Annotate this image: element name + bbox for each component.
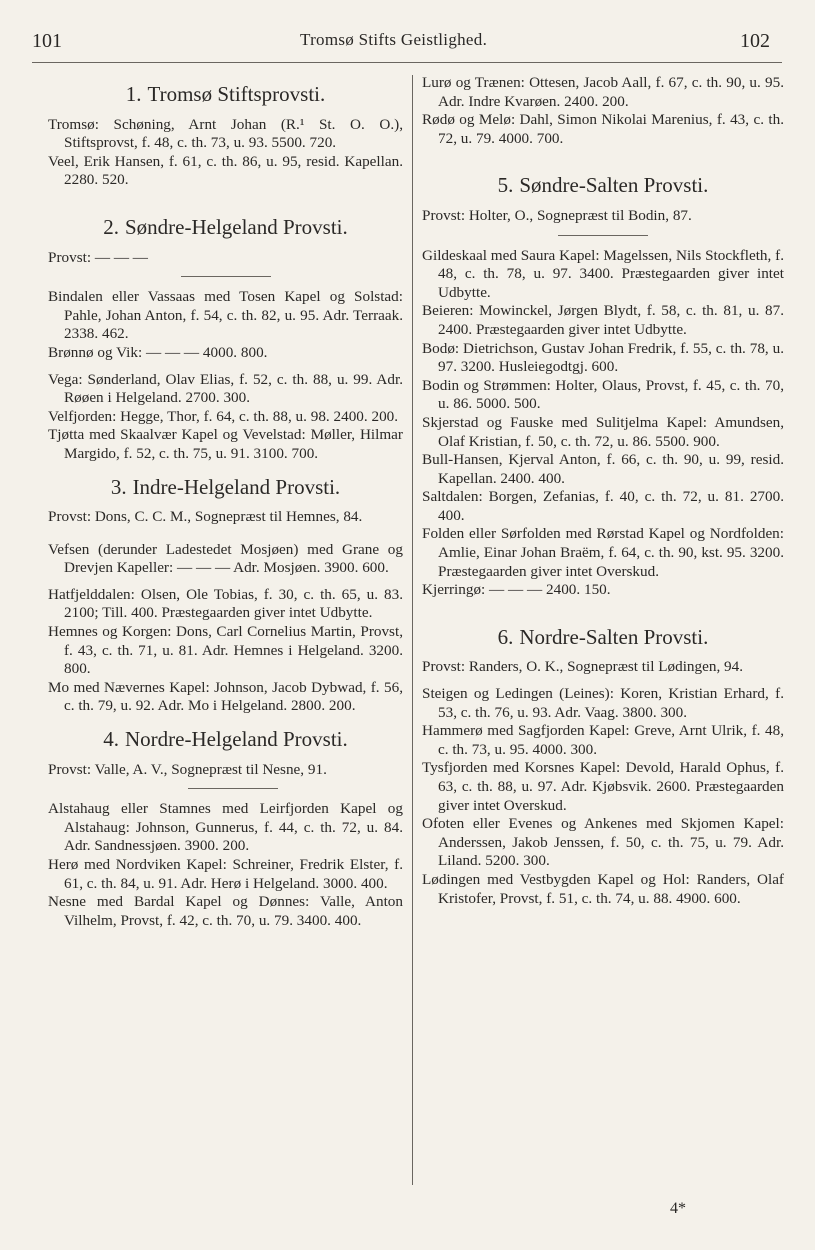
entry: Saltdalen: Borgen, Zefanias, f. 40, c. th. 72, u. 81. 2700. 400. [422, 488, 784, 524]
entry: Beieren: Mowinckel, Jørgen Blydt, f. 58, c. th. 81, u. 87. 2400. Præstegaarden giver intet Udbytte. [422, 302, 784, 338]
entry: Alstahaug eller Stamnes med Leirfjorden Kapel og Alstahaug: Johnson, Gunnerus, f. 44, c. th. 72, u. 84. Adr. Sandnessjøen. 3900. 200. [48, 800, 403, 855]
entry: Vefsen (derunder Ladestedet Mosjøen) med Grane og Drevjen Kapeller: — — — Adr. Mosjøen. 3900. 600. [48, 540, 403, 577]
right-column [422, 74, 784, 908]
provst-line: Provst: Randers, O. K., Sognepræst til Lødingen, 94. [422, 658, 744, 676]
section-1-heading: 1. Tromsø Stiftsprovsti. [125, 82, 326, 106]
left-column [48, 82, 403, 930]
right-page-number: 102 [740, 30, 770, 52]
entry: Vega: Sønderland, Olav Elias, f. 52, c. th. 88, u. 99. Adr. Røøen i Helgeland. 2700. 300. [48, 370, 403, 407]
entry: Hatfjelddalen: Olsen, Ole Tobias, f. 30, c. th. 65, u. 83. 2100; Till. 400. Præstegaarden giver intet Udbytte. [48, 585, 403, 622]
section-rule [558, 235, 648, 236]
entry: Gildeskaal med Saura Kapel: Magelssen, Nils Stockfleth, f. 48, c. th. 78, u. 97. 3400. Præstegaarden giver intet Udbytte. [422, 246, 784, 301]
entry: Tromsø: Schøning, Arnt Johan (R.¹ St. O. O.), Stiftsprovst, f. 48, c. th. 73, u. 93. 5500. 720. [48, 115, 403, 152]
entry: Mo med Nævernes Kapel: Johnson, Jacob Dybwad, f. 56, c. th. 79, u. 92. Adr. Mo i Helgeland. 2800. 200. [48, 678, 403, 715]
entry: Folden eller Sørfolden med Rørstad Kapel og Nordfolden: Amlie, Einar Johan Braëm, f. 64, c. th. 90, kst. 95. 3200. Præstegaarden giver intet Overskud. [422, 525, 784, 580]
entry: Lurø og Trænen: Ottesen, Jacob Aall, f. 67, c. th. 90, u. 95. Adr. Indre Kvarøen. 2400. 200. [422, 74, 784, 110]
entry: Hammerø med Sagfjorden Kapel: Greve, Arnt Ulrik, f. 48, c. th. 73, u. 95. 4000. 300. [422, 722, 784, 758]
entry: Kjerringø: — — — 2400. 150. [422, 581, 611, 599]
entry: Tjøtta med Skaalvær Kapel og Vevelstad: Møller, Hilmar Margido, f. 52, c. th. 75, u. 91. 3100. 700. [48, 426, 403, 462]
entry: Bodø: Dietrichson, Gustav Johan Fredrik, f. 55, c. th. 78, u. 97. 3200. Husleiegodtgj. 600. [422, 339, 784, 376]
entry: Herø med Nordviken Kapel: Schreiner, Fredrik Elster, f. 61, c. th. 84, u. 91. Adr. Herø i Helgeland. 3000. 400. [48, 856, 403, 892]
entry: Steigen og Ledingen (Leines): Koren, Kristian Erhard, f. 53, c. th. 76, u. 93. Adr. Vaag. 3800. 300. [422, 685, 784, 721]
section-rule [181, 276, 271, 277]
provst-line: Provst: Holter, O., Sognepræst til Bodin, 87. [422, 206, 692, 224]
entry: Tysfjorden med Korsnes Kapel: Devold, Harald Ophus, f. 63, c. th. 88, u. 97. Adr. Kjøbsvik. 2600. Præstegaarden giver intet Overskud. [422, 759, 784, 814]
entry: Hemnes og Korgen: Dons, Carl Cornelius Martin, Provst, f. 43, c. th. 71, u. 81. Adr. Hemnes i Helgeland. 3200. 800. [48, 623, 403, 678]
entry: Bindalen eller Vassaas med Tosen Kapel og Solstad: Pahle, Johan Anton, f. 54, c. th. 82, u. 95. Adr. Terraak. 2338. 462. [48, 288, 403, 343]
entry: Skjerstad og Fauske med Sulitjelma Kapel: Amundsen, Olaf Kristian, f. 50, c. th. 72, u. 86. 5500. 900. [422, 413, 784, 450]
entry: Ofoten eller Evenes og Ankenes med Skjomen Kapel: Anderssen, Jakob Jenssen, f. 50, c. th. 75, u. 79. Adr. Liland. 5200. 300. [422, 815, 784, 870]
provst-line: Provst: Dons, C. C. M., Sognepræst til Hemnes, 84. [48, 508, 363, 526]
running-title: Tromsø Stifts Geistlighed. [300, 30, 488, 49]
left-page-number: 101 [32, 30, 62, 52]
entry: Rødø og Melø: Dahl, Simon Nikolai Marenius, f. 43, c. th. 72, u. 79. 4000. 700. [422, 111, 784, 147]
entry: Velfjorden: Hegge, Thor, f. 64, c. th. 88, u. 98. 2400. 200. [48, 407, 399, 425]
entry: Nesne med Bardal Kapel og Dønnes: Valle, Anton Vilhelm, Provst, f. 42, c. th. 70, u. 79. 3400. 400. [48, 893, 403, 929]
entry: Lødingen med Vestbygden Kapel og Hol: Randers, Olaf Kristofer, Provst, f. 51, c. th. 74, u. 88. 4900. 600. [422, 870, 784, 907]
entry: Bull-Hansen, Kjerval Anton, f. 66, c. th. 90, u. 99, resid. Kapellan. 2400. 400. [422, 451, 784, 487]
entry: Brønnø og Vik: — — — 4000. 800. [48, 343, 268, 361]
section-2-heading: 2. Søndre-Helgeland Provsti. [103, 214, 348, 239]
section-4-heading: 4. Nordre-Helgeland Provsti. [103, 727, 348, 752]
section-3-heading: 3. Indre-Helgeland Provsti. [110, 474, 341, 499]
provst-line: Provst: Valle, A. V., Sognepræst til Nesne, 91. [48, 760, 327, 778]
section-rule [188, 788, 278, 789]
header-rule [32, 62, 782, 63]
section-6-heading: 6. Nordre-Salten Provsti. [497, 624, 709, 649]
section-5-heading: 5. Søndre-Salten Provsti. [497, 173, 709, 198]
entry: Veel, Erik Hansen, f. 61, c. th. 86, u. 95, resid. Kapellan. 2280. 520. [48, 152, 403, 189]
column-divider [412, 75, 413, 1185]
provst-line: Provst: — — — [48, 248, 148, 266]
entry: Bodin og Strømmen: Holter, Olaus, Provst, f. 45, c. th. 70, u. 86. 5000. 500. [422, 376, 784, 413]
signature-mark: 4* [670, 1200, 686, 1217]
